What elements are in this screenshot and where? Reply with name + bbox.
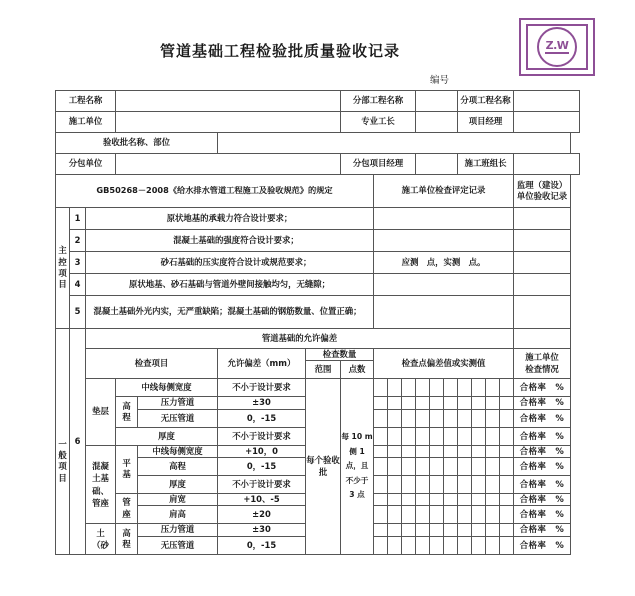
pass-rate-label: 合格率 <box>519 539 547 550</box>
sub-label-line-0: 高 <box>122 400 131 411</box>
col-inspect-qty-scope: 范围 <box>306 361 341 379</box>
info-row-project <box>56 91 580 112</box>
measured-cell[interactable] <box>444 536 458 554</box>
measured-cell[interactable] <box>500 524 514 536</box>
label-sub-project-name: 分部工程名称 <box>341 91 416 112</box>
item-name: 厚度 <box>116 427 218 445</box>
measured-cell[interactable] <box>500 445 514 457</box>
deviation-value: ±30 <box>218 397 306 409</box>
measured-cell[interactable] <box>486 458 500 476</box>
value-item-project-name[interactable] <box>514 91 580 112</box>
measured-cell[interactable] <box>430 379 444 397</box>
label-project-name: 工程名称 <box>56 91 116 112</box>
pass-rate-label: 合格率 <box>519 509 547 520</box>
value-project-manager[interactable] <box>514 112 580 133</box>
general-section-title: 管道基础的允许偏差 <box>86 329 514 349</box>
group-name-dianceng: 垫层 <box>86 379 116 445</box>
supervision-acceptance-record-label <box>514 175 571 208</box>
item-name: 无压管道 <box>138 536 218 554</box>
sub-label-flat-base <box>116 445 138 493</box>
measured-cell[interactable] <box>402 445 416 457</box>
measured-cell[interactable] <box>472 524 486 536</box>
measured-cell[interactable] <box>458 536 472 554</box>
sub-label-elevation <box>116 397 138 427</box>
item-name: 压力管道 <box>138 524 218 536</box>
item-name: 压力管道 <box>138 397 218 409</box>
pass-rate-label: 合格率 <box>519 494 547 505</box>
sub-label-line-0: 管 <box>122 497 131 508</box>
label-project-manager: 项目经理 <box>458 112 514 133</box>
standard-spec-label: GB50268－2008《给水排水管道工程施工及验收规范》的规定 <box>56 175 374 208</box>
measured-cell[interactable] <box>388 524 402 536</box>
measured-cell[interactable] <box>374 397 388 409</box>
measured-cell[interactable] <box>458 379 472 397</box>
pass-rate-label: 合格率 <box>519 382 547 393</box>
main-control-item-no: 4 <box>70 274 86 296</box>
value-construction-unit[interactable] <box>116 112 341 133</box>
measured-cell[interactable] <box>374 458 388 476</box>
main-control-row-2 <box>56 230 580 252</box>
supervision-line-1: 监理（建设） <box>516 179 568 190</box>
points-line-0: 每 10 m <box>341 432 373 442</box>
col-unit-check-line2: 检查情况 <box>525 363 559 374</box>
points-line-2: 点，且 <box>345 461 369 471</box>
group-name-line-0: 混凝 <box>92 461 109 472</box>
pass-rate-unit: % <box>555 445 565 456</box>
measured-cell[interactable] <box>458 506 472 524</box>
measured-cell[interactable] <box>416 409 430 427</box>
main-control-row-4 <box>56 274 580 296</box>
pass-rate-unit: % <box>555 539 565 550</box>
sub-label-line-1: 座 <box>122 508 131 519</box>
group-name-line-2: 础、 <box>92 485 109 496</box>
sub-label-elevation-soil <box>116 524 138 554</box>
pass-rate-label: 合格率 <box>519 430 547 441</box>
item-name: 中线每侧宽度 <box>116 379 218 397</box>
measured-cell[interactable] <box>402 524 416 536</box>
main-control-item-record[interactable] <box>374 208 514 230</box>
main-control-item-text: 混凝土基础的强度符合设计要求； <box>86 230 374 252</box>
measured-cell[interactable] <box>388 397 402 409</box>
main-control-item-record[interactable] <box>374 274 514 296</box>
group-name-soil-sand <box>86 524 116 554</box>
measured-cell[interactable] <box>430 409 444 427</box>
pass-rate-label: 合格率 <box>519 460 547 471</box>
measured-cell[interactable] <box>402 379 416 397</box>
main-control-row-1 <box>56 208 580 230</box>
measured-cell[interactable] <box>430 494 444 506</box>
measured-cell[interactable] <box>472 409 486 427</box>
measured-cell[interactable] <box>374 506 388 524</box>
measured-cell[interactable] <box>430 445 444 457</box>
measured-cell[interactable] <box>388 379 402 397</box>
pass-rate-cell[interactable] <box>514 379 571 397</box>
sub-label-line-0: 高 <box>122 527 131 538</box>
pass-rate-cell[interactable] <box>514 445 571 457</box>
pass-rate-label: 合格率 <box>519 445 547 456</box>
measured-cell[interactable] <box>458 524 472 536</box>
pass-rate-unit: % <box>555 494 565 505</box>
pass-rate-unit: % <box>555 524 565 535</box>
value-team-leader[interactable] <box>514 154 580 175</box>
pass-rate-cell[interactable] <box>514 494 571 506</box>
general-section-title-supervision[interactable] <box>514 329 571 349</box>
measured-cell[interactable] <box>500 427 514 445</box>
pass-rate-cell[interactable] <box>514 536 571 554</box>
measured-cell[interactable] <box>374 445 388 457</box>
measured-cell[interactable] <box>430 458 444 476</box>
measured-cell[interactable] <box>500 476 514 494</box>
measured-cell[interactable] <box>388 445 402 457</box>
measured-cell[interactable] <box>374 409 388 427</box>
main-control-item-supervision[interactable] <box>514 208 571 230</box>
general-char-0: 一 <box>58 438 67 449</box>
measured-cell[interactable] <box>472 427 486 445</box>
measured-cell[interactable] <box>374 536 388 554</box>
main-control-item-record[interactable] <box>374 296 514 329</box>
main-control-row-5 <box>56 296 580 329</box>
value-sub-project-name[interactable] <box>416 91 458 112</box>
measured-cell[interactable] <box>388 409 402 427</box>
inspect-points-value <box>341 379 374 554</box>
measured-cell[interactable] <box>500 494 514 506</box>
value-subcontract-manager[interactable] <box>416 154 458 175</box>
measured-cell[interactable] <box>374 379 388 397</box>
deviation-value: 不小于设计要求 <box>218 476 306 494</box>
measured-cell[interactable] <box>416 427 430 445</box>
serial-number-label: 编号 <box>430 75 450 86</box>
deviation-value: 不小于设计要求 <box>218 427 306 445</box>
measured-cell[interactable] <box>416 458 430 476</box>
general-column-header-row-1 <box>56 349 580 361</box>
measured-cell[interactable] <box>472 536 486 554</box>
measured-cell[interactable] <box>374 494 388 506</box>
measured-cell[interactable] <box>430 536 444 554</box>
label-subcontract-unit: 分包单位 <box>56 154 116 175</box>
general-items-section-label <box>56 329 70 555</box>
main-control-item-supervision[interactable] <box>514 296 571 329</box>
measured-cell[interactable] <box>444 427 458 445</box>
general-char-1: 般 <box>58 450 67 461</box>
measured-cell[interactable] <box>388 458 402 476</box>
sub-label-line-0: 平 <box>122 458 131 469</box>
label-team-leader: 施工班组长 <box>458 154 514 175</box>
measured-cell[interactable] <box>430 427 444 445</box>
measured-cell[interactable] <box>402 427 416 445</box>
item-name: 中线每侧宽度 <box>138 445 218 457</box>
deviation-value: ±30 <box>218 524 306 536</box>
sub-label-pipe-seat <box>116 494 138 524</box>
col-unit-check <box>514 349 571 379</box>
measured-cell[interactable] <box>472 458 486 476</box>
measured-cell[interactable] <box>388 427 402 445</box>
measured-cell[interactable] <box>416 379 430 397</box>
measured-cell[interactable] <box>472 476 486 494</box>
measured-cell[interactable] <box>402 494 416 506</box>
measured-cell[interactable] <box>416 476 430 494</box>
points-line-3: 不少于 <box>345 475 369 485</box>
measured-cell[interactable] <box>388 506 402 524</box>
pass-rate-cell[interactable] <box>514 427 571 445</box>
main-control-char-2: 项 <box>58 268 67 278</box>
measured-cell[interactable] <box>458 409 472 427</box>
deviation-value: +10、-5 <box>218 494 306 506</box>
measured-cell[interactable] <box>444 379 458 397</box>
measured-cell[interactable] <box>430 397 444 409</box>
main-control-section-label <box>56 208 70 329</box>
pass-rate-unit: % <box>555 382 565 393</box>
pass-rate-label: 合格率 <box>519 397 547 408</box>
points-line-4: 3 点 <box>349 490 365 500</box>
measured-cell[interactable] <box>430 476 444 494</box>
construction-check-record-label: 施工单位检查评定记录 <box>374 175 514 208</box>
main-control-item-no: 2 <box>70 230 86 252</box>
pass-rate-label: 合格率 <box>519 478 547 489</box>
inspect-scope-value: 每个验收批 <box>306 379 341 554</box>
sub-label-line-1: 程 <box>122 539 131 550</box>
main-control-item-no: 5 <box>70 296 86 329</box>
measured-cell[interactable] <box>444 524 458 536</box>
measured-cell[interactable] <box>500 397 514 409</box>
value-batch-name-location[interactable] <box>218 133 571 154</box>
general-char-2: 项 <box>58 461 67 472</box>
info-row-batch <box>56 133 580 154</box>
measured-cell[interactable] <box>444 476 458 494</box>
col-allowable-deviation: 允许偏差（mm） <box>218 349 306 379</box>
measured-cell[interactable] <box>374 524 388 536</box>
measured-cell[interactable] <box>486 476 500 494</box>
measured-cell[interactable] <box>500 379 514 397</box>
main-control-item-text: 混凝土基础外光内实，无严重缺陷；混凝土基础的钢筋数量、位置正确； <box>86 296 374 329</box>
group-name-line-1: （砂 <box>92 540 109 551</box>
pass-rate-label: 合格率 <box>519 524 547 535</box>
measured-cell[interactable] <box>486 506 500 524</box>
pass-rate-unit: % <box>555 509 565 520</box>
measured-cell[interactable] <box>416 397 430 409</box>
measured-cell[interactable] <box>486 379 500 397</box>
measured-cell[interactable] <box>416 524 430 536</box>
group-name-line-3: 管座 <box>92 497 109 508</box>
measured-cell[interactable] <box>486 397 500 409</box>
deviation-value: 不小于设计要求 <box>218 379 306 397</box>
main-control-item-no: 1 <box>70 208 86 230</box>
measured-cell[interactable] <box>374 476 388 494</box>
measured-cell[interactable] <box>500 409 514 427</box>
measured-cell[interactable] <box>402 397 416 409</box>
main-control-item-supervision[interactable] <box>514 252 571 274</box>
measured-cell[interactable] <box>458 445 472 457</box>
logo-text: Z.W <box>545 38 569 52</box>
measured-cell[interactable] <box>472 494 486 506</box>
pass-rate-unit: % <box>555 430 565 441</box>
measured-cell[interactable] <box>430 524 444 536</box>
group-name-concrete-foundation <box>86 445 116 524</box>
page-title: 管道基础工程检验批质量验收记录 <box>159 42 400 60</box>
pass-rate-cell[interactable] <box>514 409 571 427</box>
measured-cell[interactable] <box>486 524 500 536</box>
value-project-name[interactable] <box>116 91 341 112</box>
col-measured-values: 检查点偏差值或实测值 <box>374 349 514 379</box>
inspection-form-table <box>55 90 580 555</box>
main-control-item-record[interactable]: 应测 点，实测 点。 <box>374 252 514 274</box>
measured-cell[interactable] <box>388 494 402 506</box>
standard-header-row <box>56 175 580 208</box>
info-row-unit <box>56 112 580 133</box>
main-control-item-text: 原状地基的承载力符合设计要求； <box>86 208 374 230</box>
item-name: 无压管道 <box>138 409 218 427</box>
item-name: 高程 <box>138 458 218 476</box>
measured-cell[interactable] <box>458 494 472 506</box>
pass-rate-cell[interactable] <box>514 506 571 524</box>
measured-cell[interactable] <box>458 458 472 476</box>
label-foreman: 专业工长 <box>341 112 416 133</box>
col-unit-check-line1: 施工单位 <box>525 352 559 363</box>
main-control-char-1: 控 <box>58 256 67 267</box>
measured-cell[interactable] <box>444 445 458 457</box>
pass-rate-label: 合格率 <box>519 412 547 423</box>
col-inspect-qty: 检查数量 <box>306 349 374 361</box>
measured-cell[interactable] <box>500 536 514 554</box>
main-control-item-supervision[interactable] <box>514 274 571 296</box>
pass-rate-unit: % <box>555 478 565 489</box>
deviation-value: ±20 <box>218 506 306 524</box>
sub-label-line-1: 程 <box>122 412 131 423</box>
item-name: 肩宽 <box>138 494 218 506</box>
label-batch-name-location: 验收批名称、部位 <box>56 133 218 154</box>
info-row-subcontract <box>56 154 580 175</box>
measured-cell[interactable] <box>444 494 458 506</box>
measured-cell[interactable] <box>402 506 416 524</box>
measured-cell[interactable] <box>486 494 500 506</box>
measured-cell[interactable] <box>416 494 430 506</box>
measured-cell[interactable] <box>402 536 416 554</box>
measured-cell[interactable] <box>458 397 472 409</box>
col-inspect-item: 检查项目 <box>86 349 218 379</box>
measured-cell[interactable] <box>402 458 416 476</box>
measured-cell[interactable] <box>500 458 514 476</box>
label-item-project-name: 分项工程名称 <box>458 91 514 112</box>
measured-cell[interactable] <box>500 506 514 524</box>
pass-rate-unit: % <box>555 397 565 408</box>
item-name: 肩高 <box>138 506 218 524</box>
measured-cell[interactable] <box>472 379 486 397</box>
main-control-char-3: 目 <box>58 279 67 290</box>
measured-cell[interactable] <box>444 458 458 476</box>
value-foreman[interactable] <box>416 112 458 133</box>
pass-rate-cell[interactable] <box>514 458 571 476</box>
group-name-line-1: 土基 <box>92 473 109 484</box>
measured-cell[interactable] <box>472 445 486 457</box>
measured-cell[interactable] <box>444 409 458 427</box>
main-control-row-3 <box>56 252 580 274</box>
measured-cell[interactable] <box>402 409 416 427</box>
pass-rate-cell[interactable] <box>514 476 571 494</box>
measured-cell[interactable] <box>486 445 500 457</box>
deviation-value: 0，-15 <box>218 458 306 476</box>
col-inspect-qty-points: 点数 <box>341 361 374 379</box>
measured-cell[interactable] <box>388 536 402 554</box>
measured-cell[interactable] <box>416 445 430 457</box>
main-control-item-text: 砂石基础的压实度符合设计或规范要求； <box>86 252 374 274</box>
measured-cell[interactable] <box>430 506 444 524</box>
main-control-item-record[interactable] <box>374 230 514 252</box>
pass-rate-unit: % <box>555 460 565 471</box>
label-construction-unit: 施工单位 <box>56 112 116 133</box>
sub-label-line-1: 基 <box>122 469 131 480</box>
main-control-item-no: 3 <box>70 252 86 274</box>
table-row <box>56 379 580 397</box>
main-control-item-supervision[interactable] <box>514 230 571 252</box>
main-control-char-0: 主 <box>58 245 67 256</box>
measured-cell[interactable] <box>388 476 402 494</box>
measured-cell[interactable] <box>486 409 500 427</box>
measured-cell[interactable] <box>402 476 416 494</box>
group-name-line-0: 土 <box>96 527 105 538</box>
deviation-value: 0，-15 <box>218 536 306 554</box>
measured-cell[interactable] <box>458 427 472 445</box>
measured-cell[interactable] <box>472 397 486 409</box>
pass-rate-cell[interactable] <box>514 524 571 536</box>
measured-cell[interactable] <box>416 536 430 554</box>
measured-cell[interactable] <box>416 506 430 524</box>
points-line-1: 侧 1 <box>349 446 365 456</box>
supervision-line-2: 单位验收记录 <box>516 191 568 201</box>
value-subcontract-unit[interactable] <box>116 154 341 175</box>
general-section-title-row <box>56 329 580 349</box>
measured-cell[interactable] <box>486 536 500 554</box>
general-char-3: 目 <box>58 472 67 483</box>
general-item-no: 6 <box>70 329 86 555</box>
item-name: 厚度 <box>138 476 218 494</box>
label-subcontract-manager: 分包项目经理 <box>341 154 416 175</box>
measured-cell[interactable] <box>374 427 388 445</box>
measured-cell[interactable] <box>458 476 472 494</box>
pass-rate-unit: % <box>555 412 565 423</box>
main-control-item-text: 原状地基、砂石基础与管道外壁间接触均匀，无缝隙； <box>86 274 374 296</box>
deviation-value: +10，0 <box>218 445 306 457</box>
measured-cell[interactable] <box>472 506 486 524</box>
pass-rate-cell[interactable] <box>514 397 571 409</box>
measured-cell[interactable] <box>444 397 458 409</box>
deviation-value: 0，-15 <box>218 409 306 427</box>
measured-cell[interactable] <box>444 506 458 524</box>
measured-cell[interactable] <box>486 427 500 445</box>
